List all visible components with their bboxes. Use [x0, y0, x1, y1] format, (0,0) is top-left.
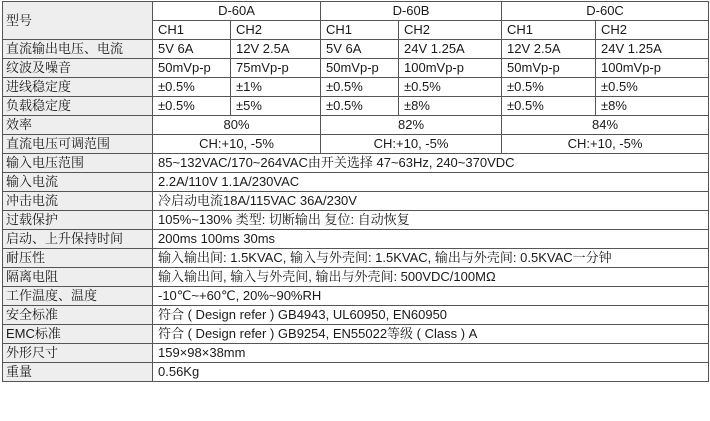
- spec-table: [2, 1, 709, 382]
- row-label: 输入电压范围: [3, 154, 153, 173]
- table-cell: ±8%: [596, 97, 709, 116]
- table-cell: ±5%: [231, 97, 321, 116]
- row-label: 进线稳定度: [3, 78, 153, 97]
- spec-row-emc-standard: [3, 325, 709, 344]
- table-cell: CH:+10, -5%: [153, 135, 321, 154]
- table-cell: 85~132VAC/170~264VAC由开关选择 47~63Hz, 240~370VDC: [153, 154, 709, 173]
- spec-row-load-regulation: [3, 97, 709, 116]
- table-cell: ±0.5%: [399, 78, 502, 97]
- row-label: 纹波及噪音: [3, 59, 153, 78]
- table-cell: 24V 1.25A: [596, 40, 709, 59]
- row-label: 冲击电流: [3, 192, 153, 211]
- row-label: 直流电压可调范围: [3, 135, 153, 154]
- row-label: 启动、上升保持时间: [3, 230, 153, 249]
- channel-label: CH1: [502, 21, 596, 40]
- table-cell: CH:+10, -5%: [321, 135, 502, 154]
- table-cell: 12V 2.5A: [502, 40, 596, 59]
- table-cell: 100mVp-p: [399, 59, 502, 78]
- channel-label: CH1: [153, 21, 231, 40]
- table-cell: -10℃~+60℃, 20%~90%RH: [153, 287, 709, 306]
- table-cell: 输入输出间: 1.5KVAC, 输入与外壳间: 1.5KVAC, 输出与外壳间: 0.5KVAC一分钟: [153, 249, 709, 268]
- spec-row-weight: [3, 363, 709, 382]
- row-label: 外形尺寸: [3, 344, 153, 363]
- spec-row-output: [3, 40, 709, 59]
- table-cell: 2.2A/110V 1.1A/230VAC: [153, 173, 709, 192]
- row-label: 输入电流: [3, 173, 153, 192]
- table-cell: ±0.5%: [502, 78, 596, 97]
- table-cell: 100mVp-p: [596, 59, 709, 78]
- model-name: D-60A: [153, 2, 321, 21]
- table-cell: 80%: [153, 116, 321, 135]
- channel-label: CH2: [596, 21, 709, 40]
- table-cell: 5V 6A: [153, 40, 231, 59]
- spec-row-operating-temperature: [3, 287, 709, 306]
- table-cell: 50mVp-p: [502, 59, 596, 78]
- table-cell: 75mVp-p: [231, 59, 321, 78]
- row-label: 耐压性: [3, 249, 153, 268]
- spec-row-input-voltage: [3, 154, 709, 173]
- table-cell: 符合 ( Design refer ) GB9254, EN55022等级 ( Class ) A: [153, 325, 709, 344]
- spec-row-isolation-resistance: [3, 268, 709, 287]
- channel-label: CH2: [399, 21, 502, 40]
- table-cell: 200ms 100ms 30ms: [153, 230, 709, 249]
- table-cell: ±0.5%: [596, 78, 709, 97]
- table-cell: ±8%: [399, 97, 502, 116]
- spec-row-input-current: [3, 173, 709, 192]
- table-cell: 50mVp-p: [153, 59, 231, 78]
- spec-row-adjust-range: [3, 135, 709, 154]
- table-cell: ±1%: [231, 78, 321, 97]
- table-cell: 159×98×38mm: [153, 344, 709, 363]
- channel-label: CH2: [231, 21, 321, 40]
- spec-row-ripple: [3, 59, 709, 78]
- table-cell: 12V 2.5A: [231, 40, 321, 59]
- spec-row-overload-protection: [3, 211, 709, 230]
- row-label: 隔离电阻: [3, 268, 153, 287]
- table-cell: 0.56Kg: [153, 363, 709, 382]
- table-cell: 符合 ( Design refer ) GB4943, UL60950, EN60950: [153, 306, 709, 325]
- row-label: 重量: [3, 363, 153, 382]
- table-cell: CH:+10, -5%: [502, 135, 709, 154]
- spec-row-efficiency: [3, 116, 709, 135]
- table-cell: 105%~130% 类型: 切断输出 复位: 自动恢复: [153, 211, 709, 230]
- table-cell: 84%: [502, 116, 709, 135]
- row-label: 负载稳定度: [3, 97, 153, 116]
- spec-row-timing: [3, 230, 709, 249]
- model-name: D-60B: [321, 2, 502, 21]
- table-cell: ±0.5%: [153, 97, 231, 116]
- table-cell: ±0.5%: [153, 78, 231, 97]
- table-cell: ±0.5%: [321, 78, 399, 97]
- row-label: 工作温度、温度: [3, 287, 153, 306]
- table-cell: 50mVp-p: [321, 59, 399, 78]
- spec-row-dimensions: [3, 344, 709, 363]
- row-label: 安全标准: [3, 306, 153, 325]
- row-label: 直流输出电压、电流: [3, 40, 153, 59]
- spec-row-safety-standard: [3, 306, 709, 325]
- row-label: 效率: [3, 116, 153, 135]
- spec-row-inrush-current: [3, 192, 709, 211]
- spec-row-withstand-voltage: [3, 249, 709, 268]
- table-cell: 82%: [321, 116, 502, 135]
- table-cell: 输入输出间, 输入与外壳间, 输出与外壳间: 500VDC/100MΩ: [153, 268, 709, 287]
- table-cell: 5V 6A: [321, 40, 399, 59]
- table-cell: ±0.5%: [321, 97, 399, 116]
- table-cell: 24V 1.25A: [399, 40, 502, 59]
- model-name: D-60C: [502, 2, 709, 21]
- model-label: 型号: [3, 2, 153, 40]
- table-cell: ±0.5%: [502, 97, 596, 116]
- row-label: EMC标准: [3, 325, 153, 344]
- table-cell: 冷启动电流18A/115VAC 36A/230V: [153, 192, 709, 211]
- row-label: 过载保护: [3, 211, 153, 230]
- channel-label: CH1: [321, 21, 399, 40]
- model-header-row: [3, 2, 709, 21]
- spec-row-line-regulation: [3, 78, 709, 97]
